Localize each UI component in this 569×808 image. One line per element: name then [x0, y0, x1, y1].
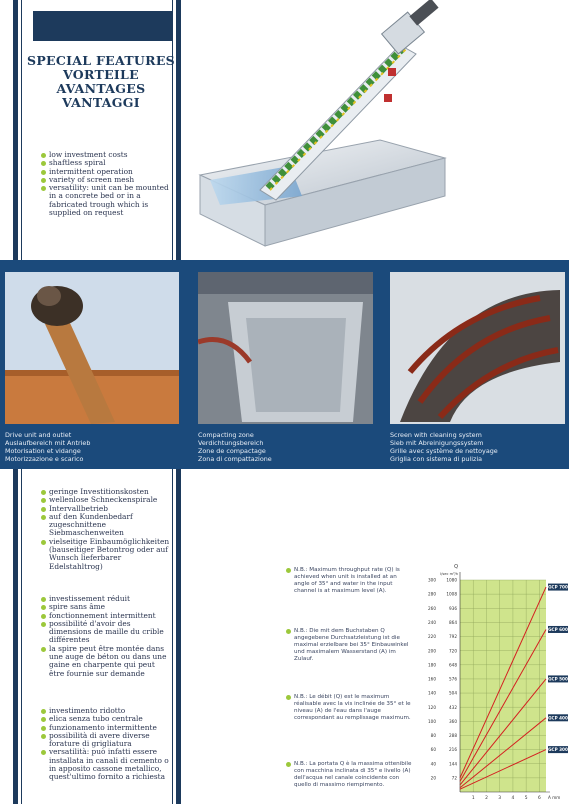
caption-line: Grille avec système de nettoyage	[390, 447, 498, 455]
list-item: funzionamento intermittente	[41, 724, 171, 732]
y-tick-label-ls: 220	[428, 634, 436, 640]
caption-line: Griglia con sistema di pulizia	[390, 455, 483, 463]
note-de	[294, 628, 412, 663]
caption-line: Sieb mit Abreinigungssystem	[390, 439, 484, 447]
y-tick-label-ls: 20	[430, 775, 436, 781]
title-en: SPECIAL FEATURES	[27, 53, 175, 68]
list-item: possibilité d'avoir des dimensions de maille du crible différentes	[41, 620, 171, 645]
throughput-chart	[418, 562, 568, 804]
list-item: variety of screen mesh	[41, 176, 169, 184]
y-tick-label-m3h: 144	[449, 761, 457, 767]
y-tick-label-ls: 260	[428, 605, 436, 611]
plot-area	[460, 580, 546, 792]
bullet-icon	[286, 568, 291, 573]
header-bar	[33, 11, 172, 41]
caption-line: Screen with cleaning system	[390, 431, 482, 439]
list-item: shaftless spiral	[41, 159, 169, 167]
y-tick-label-m3h: 792	[449, 634, 457, 640]
note-en	[294, 567, 412, 595]
y-tick-label-m3h: 648	[449, 662, 457, 668]
y-tick-label-ls: 280	[428, 591, 436, 597]
caption-photo-1	[5, 431, 90, 463]
x-tick-label: 1	[471, 796, 475, 801]
x-tick-label: 3	[498, 796, 502, 801]
title-it: VANTAGGI	[62, 95, 140, 110]
features-list-it	[41, 707, 171, 782]
note-fr	[294, 694, 412, 722]
list-item: versatilità: può infatti essere installata in canali di cemento o in apposito cassone metallico, quest'ultimo fornito a richiesta	[41, 748, 171, 781]
photo-screen-cleaning	[390, 272, 565, 424]
list-item: fonctionnement intermittent	[41, 612, 171, 620]
list-item: wellenlose Schneckenspirale	[41, 496, 171, 504]
note-text: N.B.: Maximum throughput rate (Q) is achieved when unit is installed at an angle of 35° and water in the input channel is at maximum level (A).	[294, 567, 400, 594]
bullet-icon	[286, 762, 291, 767]
list-item: Intervallbetrieb	[41, 505, 171, 513]
y-tick-label-ls: 120	[428, 704, 436, 710]
hero-illustration	[190, 0, 460, 256]
list-item: auf den Kundenbedarf zugeschnittene Siebmaschenweiten	[41, 513, 171, 538]
series-label: GCP 300	[548, 747, 568, 753]
caption-photo-2	[198, 431, 272, 463]
title-de: VORTEILE	[63, 67, 139, 82]
page-title	[26, 54, 176, 110]
list-item: investimento ridotto	[41, 707, 171, 715]
features-list-fr	[41, 595, 171, 678]
list-item: geringe Investitionskosten	[41, 488, 171, 496]
y-tick-label-m3h: 504	[449, 690, 457, 696]
series-label: GCP 400	[548, 715, 568, 721]
y-tick-label-ls: 200	[428, 648, 436, 654]
list-item: versatility: unit can be mounted in a concrete bed or in a fabricated trough which is supplied on request	[41, 184, 169, 217]
note-text: N.B.: La portata Q è la massima ottenibile con macchina inclinata di 35° e livello (A) dell'acqua nel canale coincidente con quello di massimo riempimento.	[294, 761, 412, 788]
series-label: GCP 700	[548, 584, 568, 590]
y-tick-label-ls: 240	[428, 620, 436, 625]
note-it	[294, 761, 412, 789]
y-tick-label-ls: 100	[428, 718, 436, 724]
y-tick-label-m3h: 216	[449, 747, 457, 753]
features-list-de	[41, 488, 171, 571]
y-tick-label-ls: 60	[430, 747, 436, 753]
caption-line: Zona di compattazione	[198, 455, 272, 463]
caption-photo-3	[390, 431, 498, 463]
y-tick-label-ls: 80	[430, 733, 436, 739]
series-label: GCP 600	[548, 627, 568, 633]
bullet-icon	[286, 695, 291, 700]
y-tick-label-m3h: 936	[449, 605, 457, 611]
x-tick-label: 4	[511, 796, 515, 801]
y-tick-label-ls: 180	[428, 662, 436, 668]
y-tick-label-m3h: 864	[449, 620, 457, 625]
y-tick-label-m3h: 72	[451, 775, 457, 781]
list-item: possibilità di avere diverse forature di grigliatura	[41, 732, 171, 749]
title-fr: AVANTAGES	[56, 81, 146, 96]
photo-compacting-zone	[198, 272, 373, 424]
x-axis-label: A mm	[548, 795, 561, 800]
chart-svg	[418, 562, 568, 804]
list-item: intermittent operation	[41, 168, 169, 176]
x-tick-label: 2	[485, 796, 488, 801]
y-tick-label-m3h: 360	[449, 718, 457, 724]
note-text: N.B.: Die mit dem Buchstaben Q angegebene Durchsatzleistung ist die maximal erzielbare bei 35° Einbauwinkel und maximalem Wasserstand (A) im Zulauf.	[294, 628, 409, 662]
y-tick-label-m3h: 432	[449, 704, 457, 710]
y-tick-label-m3h: 288	[449, 733, 457, 739]
x-tick-label: 6	[537, 796, 541, 801]
list-item: elica senza tubo centrale	[41, 715, 171, 723]
y-axis-unit: l/sec m³/h	[440, 572, 458, 576]
caption-line: Motorisation et vidange	[5, 447, 81, 455]
caption-line: Motorizzazione e scarico	[5, 455, 84, 463]
y-tick-label-m3h: 576	[449, 676, 457, 682]
list-item: la spire peut être montée dans une auge de béton ou dans une gaine en charpente qui peut être fournie sur demande	[41, 645, 171, 678]
features-list-en	[41, 151, 169, 217]
bullet-icon	[286, 629, 291, 634]
y-tick-label-m3h: 1080	[446, 577, 457, 583]
list-item: vielseitige Einbaumöglichkeiten (bauseitiger Betontrog oder auf Wunsch lieferbarer Edelstahltrog)	[41, 538, 171, 571]
y-tick-label-m3h: 1008	[446, 591, 457, 597]
y-axis-label: Q	[454, 564, 458, 570]
photo-drive-unit	[5, 272, 179, 424]
list-item: low investment costs	[41, 151, 169, 159]
caption-line: Compacting zone	[198, 431, 254, 439]
y-tick-label-ls: 160	[428, 676, 436, 682]
y-tick-label-ls: 40	[430, 761, 436, 767]
caption-line: Auslaufbereich mit Antrieb	[5, 439, 91, 447]
note-text: N.B.: Le débit (Q) est le maximum réalisable avec la vis inclinée de 35° et le niveau (A) de l'eau dans l'auge correspondant au remplissage maximum.	[294, 694, 411, 721]
y-tick-label-ls: 140	[428, 690, 436, 696]
y-tick-label-m3h: 720	[449, 648, 457, 654]
y-tick-label-ls: 300	[428, 577, 436, 583]
list-item: investissement réduit	[41, 595, 171, 603]
x-tick-label: 5	[524, 796, 528, 801]
caption-line: Drive unit and outlet	[5, 431, 72, 439]
caption-line: Verdichtungsbereich	[198, 439, 264, 447]
caption-line: Zone de compactage	[198, 447, 266, 455]
series-label: GCP 500	[548, 676, 568, 682]
list-item: spire sans âme	[41, 603, 171, 611]
